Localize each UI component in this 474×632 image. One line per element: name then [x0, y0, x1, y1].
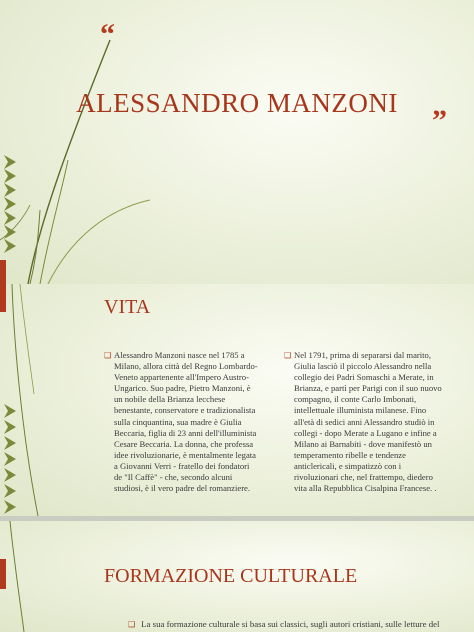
text-line: anticlericali, e simpatizzò con i: [294, 460, 402, 471]
text-line: Veneto appartenente all'Impero Austro-: [114, 372, 249, 383]
accent-bar: [0, 284, 6, 312]
text-line: compagno, il conte Carlo Imbonati,: [294, 394, 417, 405]
slide-formazione: [0, 521, 474, 632]
text-line: Beccaria, figlia di 23 anni dell'illuminista: [114, 427, 257, 438]
text-line: a Giovanni Verri - fratello dei fondatori: [114, 460, 250, 471]
text-line: un nobile della Brianza lecchese: [114, 394, 226, 405]
text-line: benestante, conservatore e tradizionalista: [114, 405, 256, 416]
text-line: intellettuale illuminista milanese. Fino: [294, 405, 427, 416]
page-title: ALESSANDRO MANZONI: [76, 88, 398, 118]
text-line: de "Il Caffè" - che, secondo alcuni: [114, 472, 233, 483]
bullet-icon: ❑: [128, 620, 136, 629]
text-line: studiosi, è il vero padre del romanziere.: [114, 483, 251, 494]
body-text: La sua formazione culturale si basa sui classici, sugli autori cristiani, sulle letture del: [141, 619, 440, 629]
slide-title: [0, 0, 474, 284]
text-line: Alessandro Manzoni nasce nel 1785 a: [114, 350, 245, 360]
text-line: collegi - dopo Merate a Lugano e infine a: [294, 427, 437, 438]
text-column-left: [104, 350, 292, 494]
arrow-decoration-icon: [2, 155, 26, 265]
bullet-icon: ❑: [104, 351, 112, 360]
quote-close-icon: ”: [432, 104, 447, 137]
accent-bar: [0, 559, 6, 589]
arrow-decoration-icon: [2, 404, 22, 516]
text-line: Nel 1791, prima di separarsi dal marito,: [294, 350, 431, 360]
section-heading-vita: VITA: [104, 296, 151, 318]
bullet-icon: ❑: [284, 351, 292, 360]
text-line: idee rivoluzionarie, è mentalmente legata: [114, 449, 256, 460]
slide-vita: [0, 284, 474, 516]
section-heading-formazione: FORMAZIONE CULTURALE: [104, 565, 358, 587]
text-line: Milano ai Barnabiti - dove manifestò un: [294, 438, 432, 449]
text-line: Giulia lasciò il piccolo Alessandro nella: [294, 361, 432, 372]
accent-bar: [0, 260, 6, 284]
text-line: sulla cinquantina, sua madre è Giulia: [114, 416, 242, 427]
body-text-line: [128, 619, 439, 629]
quote-open-icon: “: [100, 18, 115, 51]
text-line: collegio dei Padri Somaschi a Merate, in: [294, 372, 434, 383]
text-line: Brianza, e partì per Parigi con il suo nuovo: [294, 383, 442, 394]
text-line: Milano, allora città del Regno Lombardo-: [114, 361, 258, 372]
text-line: vita alla Repubblica Cisalpina Francese. .: [294, 483, 437, 494]
leaf-stem-decoration: [0, 521, 60, 632]
text-line: temperamento ribelle e tendenze: [294, 449, 406, 460]
text-line: rivoluzionari che, nel frattempo, diedero: [294, 472, 433, 483]
text-column-right: [284, 350, 469, 494]
text-line: all'età di sedici anni Alessandro studiò in: [294, 416, 435, 427]
text-line: Ungarico. Suo padre, Pietro Manzoni, è: [114, 383, 251, 394]
text-line: Cesare Beccaria. La donna, che professa: [114, 438, 254, 449]
